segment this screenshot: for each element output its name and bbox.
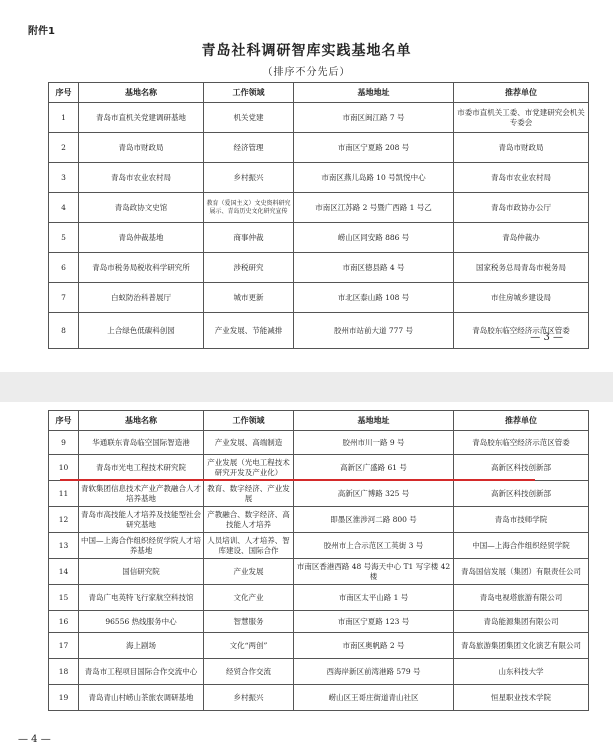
cell-recommender: 青岛能源集团有限公司	[454, 611, 589, 633]
cell-address: 市北区泰山路 108 号	[294, 283, 454, 313]
document-title: 青岛社科调研智库实践基地名单	[201, 43, 412, 59]
table-row	[49, 685, 589, 711]
cell-name: 中国—上海合作组织经贸学院人才培养基地	[79, 533, 204, 559]
header-field: 工作领域	[204, 83, 294, 103]
cell-address: 胶州市上合示范区工英街 3 号	[294, 533, 454, 559]
header-field: 工作领域	[204, 411, 294, 431]
table-row	[49, 585, 589, 611]
table-row	[49, 481, 589, 507]
cell-recommender: 高新区科技创新部	[454, 455, 589, 481]
header-no: 序号	[49, 83, 79, 103]
cell-no: 12	[49, 507, 79, 533]
cell-no: 9	[49, 431, 79, 455]
cell-field: 乡村振兴	[204, 163, 294, 193]
cell-no: 3	[49, 163, 79, 193]
table-row	[49, 133, 589, 163]
table-row	[49, 193, 589, 223]
cell-address: 市南区徳县路 4 号	[294, 253, 454, 283]
cell-address: 市南区燕儿岛路 10 号凯悦中心	[294, 163, 454, 193]
cell-field: 机关党建	[204, 103, 294, 133]
table-row	[49, 431, 589, 455]
cell-recommender: 青岛旅游集团集团文化演艺有限公司	[454, 633, 589, 659]
cell-field: 商事仲裁	[204, 223, 294, 253]
cell-recommender: 高新区科技创新部	[454, 481, 589, 507]
cell-name: 96556 热线服务中心	[79, 611, 204, 633]
cell-no: 6	[49, 253, 79, 283]
cell-address: 市南区香港西路 48 号海天中心 T1 写字楼 42 楼	[294, 559, 454, 585]
cell-no: 17	[49, 633, 79, 659]
cell-recommender: 青岛市财政局	[454, 133, 589, 163]
cell-field: 文化“两创”	[204, 633, 294, 659]
cell-name: 青岛市高技能人才培养及技能型社会研究基地	[79, 507, 204, 533]
cell-name: 青岛仲裁基地	[79, 223, 204, 253]
cell-field: 产业发展（光电工程技术研究开发及产业化）	[204, 455, 294, 481]
cell-recommender: 中国—上海合作组织经贸学院	[454, 533, 589, 559]
cell-address: 市南区奥帆路 2 号	[294, 633, 454, 659]
cell-name: 海上剧场	[79, 633, 204, 659]
table-row	[49, 455, 589, 481]
table-row	[49, 163, 589, 193]
base-list-table-page-4	[48, 410, 589, 711]
cell-recommender: 恒星职业技术学院	[454, 685, 589, 711]
cell-no: 4	[49, 193, 79, 223]
cell-recommender: 市委市直机关工委、市党建研究会机关专委会	[454, 103, 589, 133]
cell-no: 7	[49, 283, 79, 313]
cell-address: 胶州市站前大道 777 号	[294, 313, 454, 349]
header-address: 基地地址	[294, 83, 454, 103]
red-underline-mark	[60, 479, 535, 481]
page-number: — 3 —	[530, 332, 563, 343]
header-recommender: 推荐单位	[454, 83, 589, 103]
header-recommender: 推荐单位	[454, 411, 589, 431]
table-row	[49, 253, 589, 283]
cell-recommender: 山东科技大学	[454, 659, 589, 685]
cell-field: 文化产业	[204, 585, 294, 611]
table-row	[49, 659, 589, 685]
cell-field: 教育（爱国主义）文史资料研究展示、青岛历史文化研究宣传	[204, 193, 294, 223]
cell-no: 1	[49, 103, 79, 133]
cell-address: 崂山区王哥庄街道青山社区	[294, 685, 454, 711]
table-header-row	[49, 411, 589, 431]
cell-address: 胶州市川一路 9 号	[294, 431, 454, 455]
cell-name: 国信研究院	[79, 559, 204, 585]
attachment-label: 附件1	[28, 26, 55, 37]
table-row	[49, 533, 589, 559]
cell-no: 8	[49, 313, 79, 349]
cell-recommender: 青岛胶东临空经济示范区管委	[454, 431, 589, 455]
cell-name: 青岛市农业农村局	[79, 163, 204, 193]
cell-field: 人员培训、人才培养、智库建设、国际合作	[204, 533, 294, 559]
cell-field: 教育、数字经济、产业发展	[204, 481, 294, 507]
cell-recommender: 青岛电视塔旅游有限公司	[454, 585, 589, 611]
cell-address: 西海岸新区前湾港路 579 号	[294, 659, 454, 685]
cell-address: 崂山区同安路 886 号	[294, 223, 454, 253]
cell-recommender: 青岛仲裁办	[454, 223, 589, 253]
cell-field: 产业发展、高端制造	[204, 431, 294, 455]
cell-name: 青岛市直机关党建调研基地	[79, 103, 204, 133]
cell-name: 青岛广电英特飞行家航空科技馆	[79, 585, 204, 611]
cell-name: 华通联东青岛临空国际智造港	[79, 431, 204, 455]
cell-recommender: 青岛国信发展（集团）有限责任公司	[454, 559, 589, 585]
cell-field: 乡村振兴	[204, 685, 294, 711]
cell-field: 产业发展、节能减排	[204, 313, 294, 349]
cell-no: 10	[49, 455, 79, 481]
cell-field: 涉税研究	[204, 253, 294, 283]
header-name: 基地名称	[79, 411, 204, 431]
cell-address: 市南区太平山路 1 号	[294, 585, 454, 611]
cell-name: 青岛市税务局税收科学研究所	[79, 253, 204, 283]
cell-no: 2	[49, 133, 79, 163]
cell-field: 产业发展	[204, 559, 294, 585]
cell-name: 上合绿色低碳科创园	[79, 313, 204, 349]
cell-no: 14	[49, 559, 79, 585]
cell-no: 19	[49, 685, 79, 711]
cell-recommender: 青岛市技师学院	[454, 507, 589, 533]
cell-name: 青岛青山村崂山茶旅农调研基地	[79, 685, 204, 711]
cell-address: 高新区广盛路 61 号	[294, 455, 454, 481]
table-header-row	[49, 83, 589, 103]
page-number: — 4 —	[18, 734, 51, 745]
table-row	[49, 633, 589, 659]
header-no: 序号	[49, 411, 79, 431]
document-subtitle: （排序不分先后）	[262, 67, 351, 78]
header-name: 基地名称	[79, 83, 204, 103]
table-row	[49, 223, 589, 253]
cell-recommender: 青岛市政协办公厅	[454, 193, 589, 223]
cell-recommender: 青岛胶东临空经济示范区管委	[454, 313, 589, 349]
cell-recommender: 青岛市农业农村局	[454, 163, 589, 193]
cell-no: 18	[49, 659, 79, 685]
cell-field: 经济管理	[204, 133, 294, 163]
cell-no: 5	[49, 223, 79, 253]
cell-address: 高新区广博路 325 号	[294, 481, 454, 507]
table-row	[49, 313, 589, 349]
table-row	[49, 611, 589, 633]
table-row	[49, 559, 589, 585]
cell-field: 产教融合、数字经济、高技能人才培养	[204, 507, 294, 533]
cell-field: 城市更新	[204, 283, 294, 313]
cell-address: 即墨区淮涉河二路 800 号	[294, 507, 454, 533]
cell-address: 市南区闽江路 7 号	[294, 103, 454, 133]
cell-recommender: 国家税务总局青岛市税务局	[454, 253, 589, 283]
cell-name: 青岛市光电工程技术研究院	[79, 455, 204, 481]
table-row	[49, 283, 589, 313]
document-page-3	[0, 0, 613, 372]
cell-name: 白蚁防治科普展厅	[79, 283, 204, 313]
cell-no: 15	[49, 585, 79, 611]
cell-no: 13	[49, 533, 79, 559]
document-page-4	[0, 402, 613, 750]
cell-field: 经贸合作交流	[204, 659, 294, 685]
cell-no: 11	[49, 481, 79, 507]
table-row	[49, 507, 589, 533]
cell-name: 青岛市财政局	[79, 133, 204, 163]
cell-address: 市南区宁夏路 208 号	[294, 133, 454, 163]
cell-name: 青岛市工程项目国际合作交流中心	[79, 659, 204, 685]
header-address: 基地地址	[294, 411, 454, 431]
table-row	[49, 103, 589, 133]
cell-recommender: 市住房城乡建设局	[454, 283, 589, 313]
page-separator	[0, 372, 613, 402]
cell-field: 智慧服务	[204, 611, 294, 633]
base-list-table-page-3	[48, 82, 589, 349]
cell-address: 市南区宁夏路 123 号	[294, 611, 454, 633]
cell-no: 16	[49, 611, 79, 633]
cell-name: 青软集团信息技术产业产教融合人才培养基地	[79, 481, 204, 507]
cell-address: 市南区江苏路 2 号暨广西路 1 号乙	[294, 193, 454, 223]
cell-name: 青岛政协文史馆	[79, 193, 204, 223]
